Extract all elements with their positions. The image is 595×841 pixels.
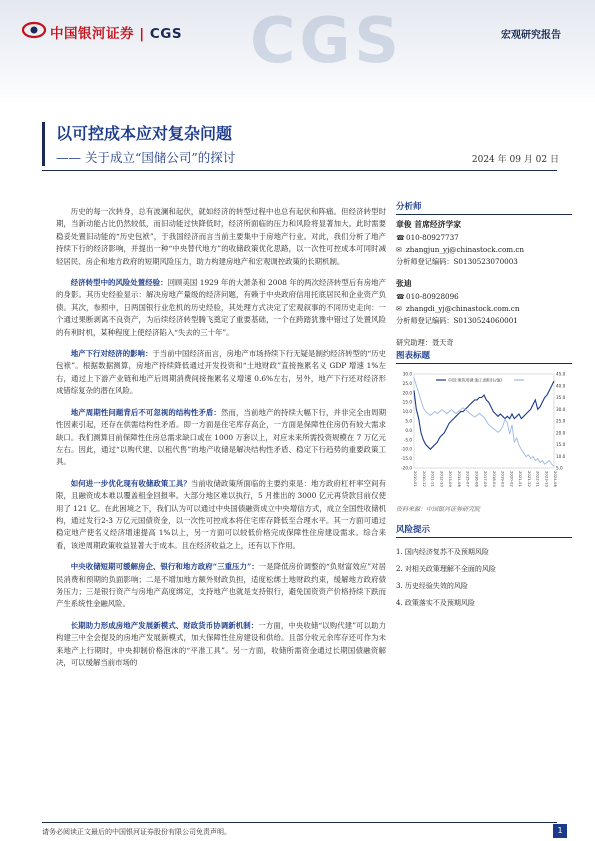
x-tick-label: 2021-01 [518, 471, 523, 487]
x-tick-label: 2023-10 [544, 471, 550, 487]
y-right-tick-label: 20.0 [556, 430, 566, 436]
main-body [56, 206, 386, 678]
analyst-cert: 分析师登记编码：S0130523070003 [396, 257, 518, 266]
phone-icon: ☎ [396, 233, 405, 242]
page-number: 1 [553, 824, 567, 838]
y-left-tick-label: 0.0 [405, 427, 412, 433]
y-right-tick-label: 10.0 [556, 453, 566, 459]
paragraph-text: 于当前中国经济而言，房地产市场持续下行无疑是制约经济转型的“历史包袱”。根据数据测算，房地产持续降低通过开发投资和“土地财政”直接拖累名义 GDP 增速 1%左右，通过上下游产业链和地产后周期消费间接拖累名义增速 0.6%左右，另外，地产下行还对经济形成错综复杂的潜在风险。 [56, 349, 386, 396]
brand-cgs: CGS [149, 26, 183, 42]
x-tick-label: 2011-11 [430, 471, 436, 487]
paragraph-text: 当前收储政策所面临的主要约束是：地方政府杠杆率空间有限，且融资成本难以覆盖租金回报率。大部分地区难以执行，5 月推出的 3000 亿元再贷款目前仅使用了 121 亿。在此困境之下，我们认为可以通过中央国债融资成立中央增信方式，成立全国性收储机构，通过发行2-3 万亿元国债资金，以一次性可控成本将住宅库存降低至合理水平。其一方面可通过稳定地产使名义经济增速提高 1%以上，另一方面可以较低价格完成保障性住房建设需求。综合来看，该逆周期政策收益显著大于成本。且在经济收益之上，还有以下作用。 [56, 478, 386, 550]
chart-source: 资料来源：中国银河证券研究院 [396, 506, 481, 513]
analyst-name: 章俊 首席经济学家 [396, 220, 462, 229]
analyst-email [396, 303, 572, 315]
research-assistant: 研究助理：聂天奇 [396, 338, 454, 347]
paragraph-text: 然而，当前地产的持续大幅下行，并非完全由周期性因素引起，还存在供需结构性矛盾。即一方面是住宅库存高企，一方面是保障性住房仍有较大需求缺口。我们测算目前保障性住房总需求缺口或在 1000 万套以上，对应未来所需投资规模在 7 万亿元左右。因此，通过“以购代建、以租代售”的地产收储是解决结构性矛盾、稳定下行趋势的重要政策工具。 [56, 407, 386, 467]
chart-container [396, 368, 572, 502]
x-tick-label: 2022-11 [535, 471, 541, 487]
paragraph-text: 回顾美国 1929 年的大萧条和 2008 年的两次经济转型后有房地产的身影。其历史经验显示：解决房地产量级的经济问题，有赖于中央政府信用托底居民和企业资产负债。其次，参照中，日两国银行业危机的历史经验，其处理方式决定了宏观叙事的不同历史走向：一个通过果断剥离不良资产，为后续经济转型腾飞奠定了重要基础，一个在跨踏犹豫中错过了处置风险的有利时机，某种程度上使经济陷入“失去的三十年”。 [56, 278, 386, 337]
y-right-tick-label: 40.0 [556, 383, 566, 389]
y-left-tick-label: -10.0 [401, 446, 412, 452]
analyst-name: 张迪 [396, 279, 412, 288]
report-date: 2024 年 09 月 02 日 [471, 155, 559, 165]
header-watermark: CGS [250, 4, 404, 77]
chart-plot-area [414, 374, 554, 468]
body-paragraph: 历史的每一次转身，总有波澜和起伏，就如经济的转型过程中也总有起伏和阵痛。但经济转型时期，当新动能占比仍然较低，而旧动能过快降低时，经济所面临的压力和风险将显著加大。此时需要稳妥处置旧动能的“历史包袱”，于我国经济而言当前主要集中于房地产行业。对此，我们分析了地产持续下行的经济影响，并提出一种“中央替代地方”的收储政策优化思路，以一次性可控成本可同时减轻居民、房企和地方政府的短期风险压力，助力构建房地产和宏观调控政策的长期机制。 [56, 207, 386, 266]
y-right-tick-label: 45.0 [556, 371, 566, 377]
email-address[interactable]: zhangdi_yj@chinastock.com.cn [406, 304, 520, 313]
chart-series-line [414, 378, 554, 466]
y-left-tick-label: 15.0 [402, 399, 412, 405]
legend-label: 中国:建筑用钢:施工面积(右轴) [448, 377, 502, 383]
x-tick-label: 2019-03 [500, 471, 506, 487]
y-left-tick-label: 30.0 [402, 371, 412, 377]
title-divider [42, 170, 557, 171]
y-left-tick-label: -20.0 [401, 465, 412, 471]
analyst-phone [396, 232, 572, 244]
y-right-tick-label: 5.0 [556, 465, 563, 471]
report-type: 宏观研究报告 [501, 30, 561, 41]
phone-number: 010-80928096 [406, 292, 459, 301]
x-tick-label: 2016-06 [474, 471, 480, 487]
footer-disclaimer: 请务必阅读正文最后的中国银河证券股份有限公司免责声明。 [42, 828, 231, 836]
x-tick-label: 2020-02 [509, 471, 515, 487]
line-chart [396, 368, 572, 500]
x-tick-label: 2012-10 [439, 471, 445, 487]
report-title: 以可控成本应对复杂问题 [56, 124, 233, 143]
footer-divider [42, 822, 557, 823]
galaxy-logo-icon [22, 20, 46, 40]
y-left-tick-label: -5.0 [403, 437, 412, 443]
x-tick-label: 2013-09 [448, 471, 453, 487]
x-tick-label: 2015-07 [465, 471, 471, 487]
y-left-tick-label: 20.0 [402, 390, 412, 396]
risk-item: 2. 对相关政策理解不全面的风险 [396, 565, 496, 573]
x-tick-label: 2021-12 [526, 471, 532, 487]
y-left-tick-label: -15.0 [401, 456, 412, 462]
phone-number: 010-80927737 [406, 233, 459, 242]
analyst-email [396, 244, 572, 256]
paragraph-lead: 地产周期性问题背后不可忽视的结构性矛盾： [70, 407, 221, 417]
x-tick-label: 2024-08 [553, 471, 558, 487]
body-paragraph [56, 561, 386, 611]
paragraph-text: 一方面，中央收储“以购代建”可以助力构建三中全会提及的房地产发展新模式，加大保障性住房建设和供给。且部分收元余库存还可作为未来地产上行期时，中央抑制价格泡沫的“平准工具”。另一方面，收储所需资金通过长期国债融资解决，可以缓解当前市场的 [56, 620, 386, 667]
email-address[interactable]: zhangjun_yj@chinastock.com.cn [406, 245, 525, 254]
y-left-tick-label: 10.0 [402, 409, 412, 415]
risk-item: 3. 历史经验失效的风险 [396, 582, 468, 590]
paragraph-text: 一是降低房价调整的“负财富效应”对居民消费和预期的负面影响；二是不增加地方额外财政负担，适度松绑土地财政约束，缓解地方政府债务压力；三是银行资产与房地产高度绑定，支持地产也就是支持银行，避免国资资产价格持续下跌而产生系统性金融风险。 [56, 562, 386, 609]
body-paragraph [56, 407, 386, 469]
chart-series-line [414, 381, 554, 449]
y-left-tick-label: 5.0 [405, 418, 412, 424]
y-right-tick-label: 25.0 [556, 418, 566, 424]
y-right-tick-label: 35.0 [556, 395, 566, 400]
body-paragraph [56, 348, 386, 398]
title-accent-bar [42, 122, 45, 166]
phone-icon: ☎ [396, 292, 405, 301]
email-icon: ✉ [396, 245, 403, 254]
paragraph-lead: 长期助力形成房地产发展新模式、财政货币协调新机制： [70, 620, 259, 630]
body-paragraph [56, 620, 386, 670]
analyst-cert: 分析师登记编码：S0130524060001 [396, 316, 518, 325]
brand-logo [50, 22, 182, 42]
body-paragraph [56, 277, 386, 339]
y-left-tick-label: 25.0 [402, 380, 412, 386]
x-tick-label: 2014-08 [456, 471, 462, 487]
report-subtitle: —— 关于成立“国储公司”的探讨 [56, 150, 236, 165]
brand-name: 中国银河证券 [50, 26, 134, 42]
analyst-phone [396, 291, 572, 303]
y-right-tick-label: 30.0 [556, 406, 566, 412]
y-right-tick-label: 15.0 [556, 442, 566, 447]
email-icon: ✉ [396, 304, 403, 313]
brand-separator: | [139, 26, 150, 42]
paragraph-lead: 经济转型中的风险处置经验： [70, 278, 168, 288]
risk-item: 1. 国内经济复苏不及预期风险 [396, 548, 489, 556]
x-tick-label: 2017-05 [483, 471, 488, 487]
body-paragraph [56, 478, 386, 552]
risk-item: 4. 政策落实不及预期风险 [396, 599, 475, 607]
paragraph-lead: 地产下行对经济的影响： [70, 349, 153, 359]
x-tick-label: 2010-12 [421, 471, 427, 487]
analyst-section-title: 分析师 [396, 200, 572, 215]
x-tick-label: 2018-04 [491, 471, 497, 487]
sidebar [396, 200, 572, 612]
chart-section-title: 图表标题 [396, 349, 572, 364]
paragraph-lead: 如何进一步优化现有收储政策工具？ [70, 478, 191, 488]
paragraph-lead: 中央收储短期可缓解房企、银行和地方政府“三重压力”： [70, 562, 259, 572]
risk-section-title: 风险提示 [396, 523, 572, 538]
risk-list [396, 544, 572, 612]
x-tick-label: 2010-01 [413, 471, 418, 487]
